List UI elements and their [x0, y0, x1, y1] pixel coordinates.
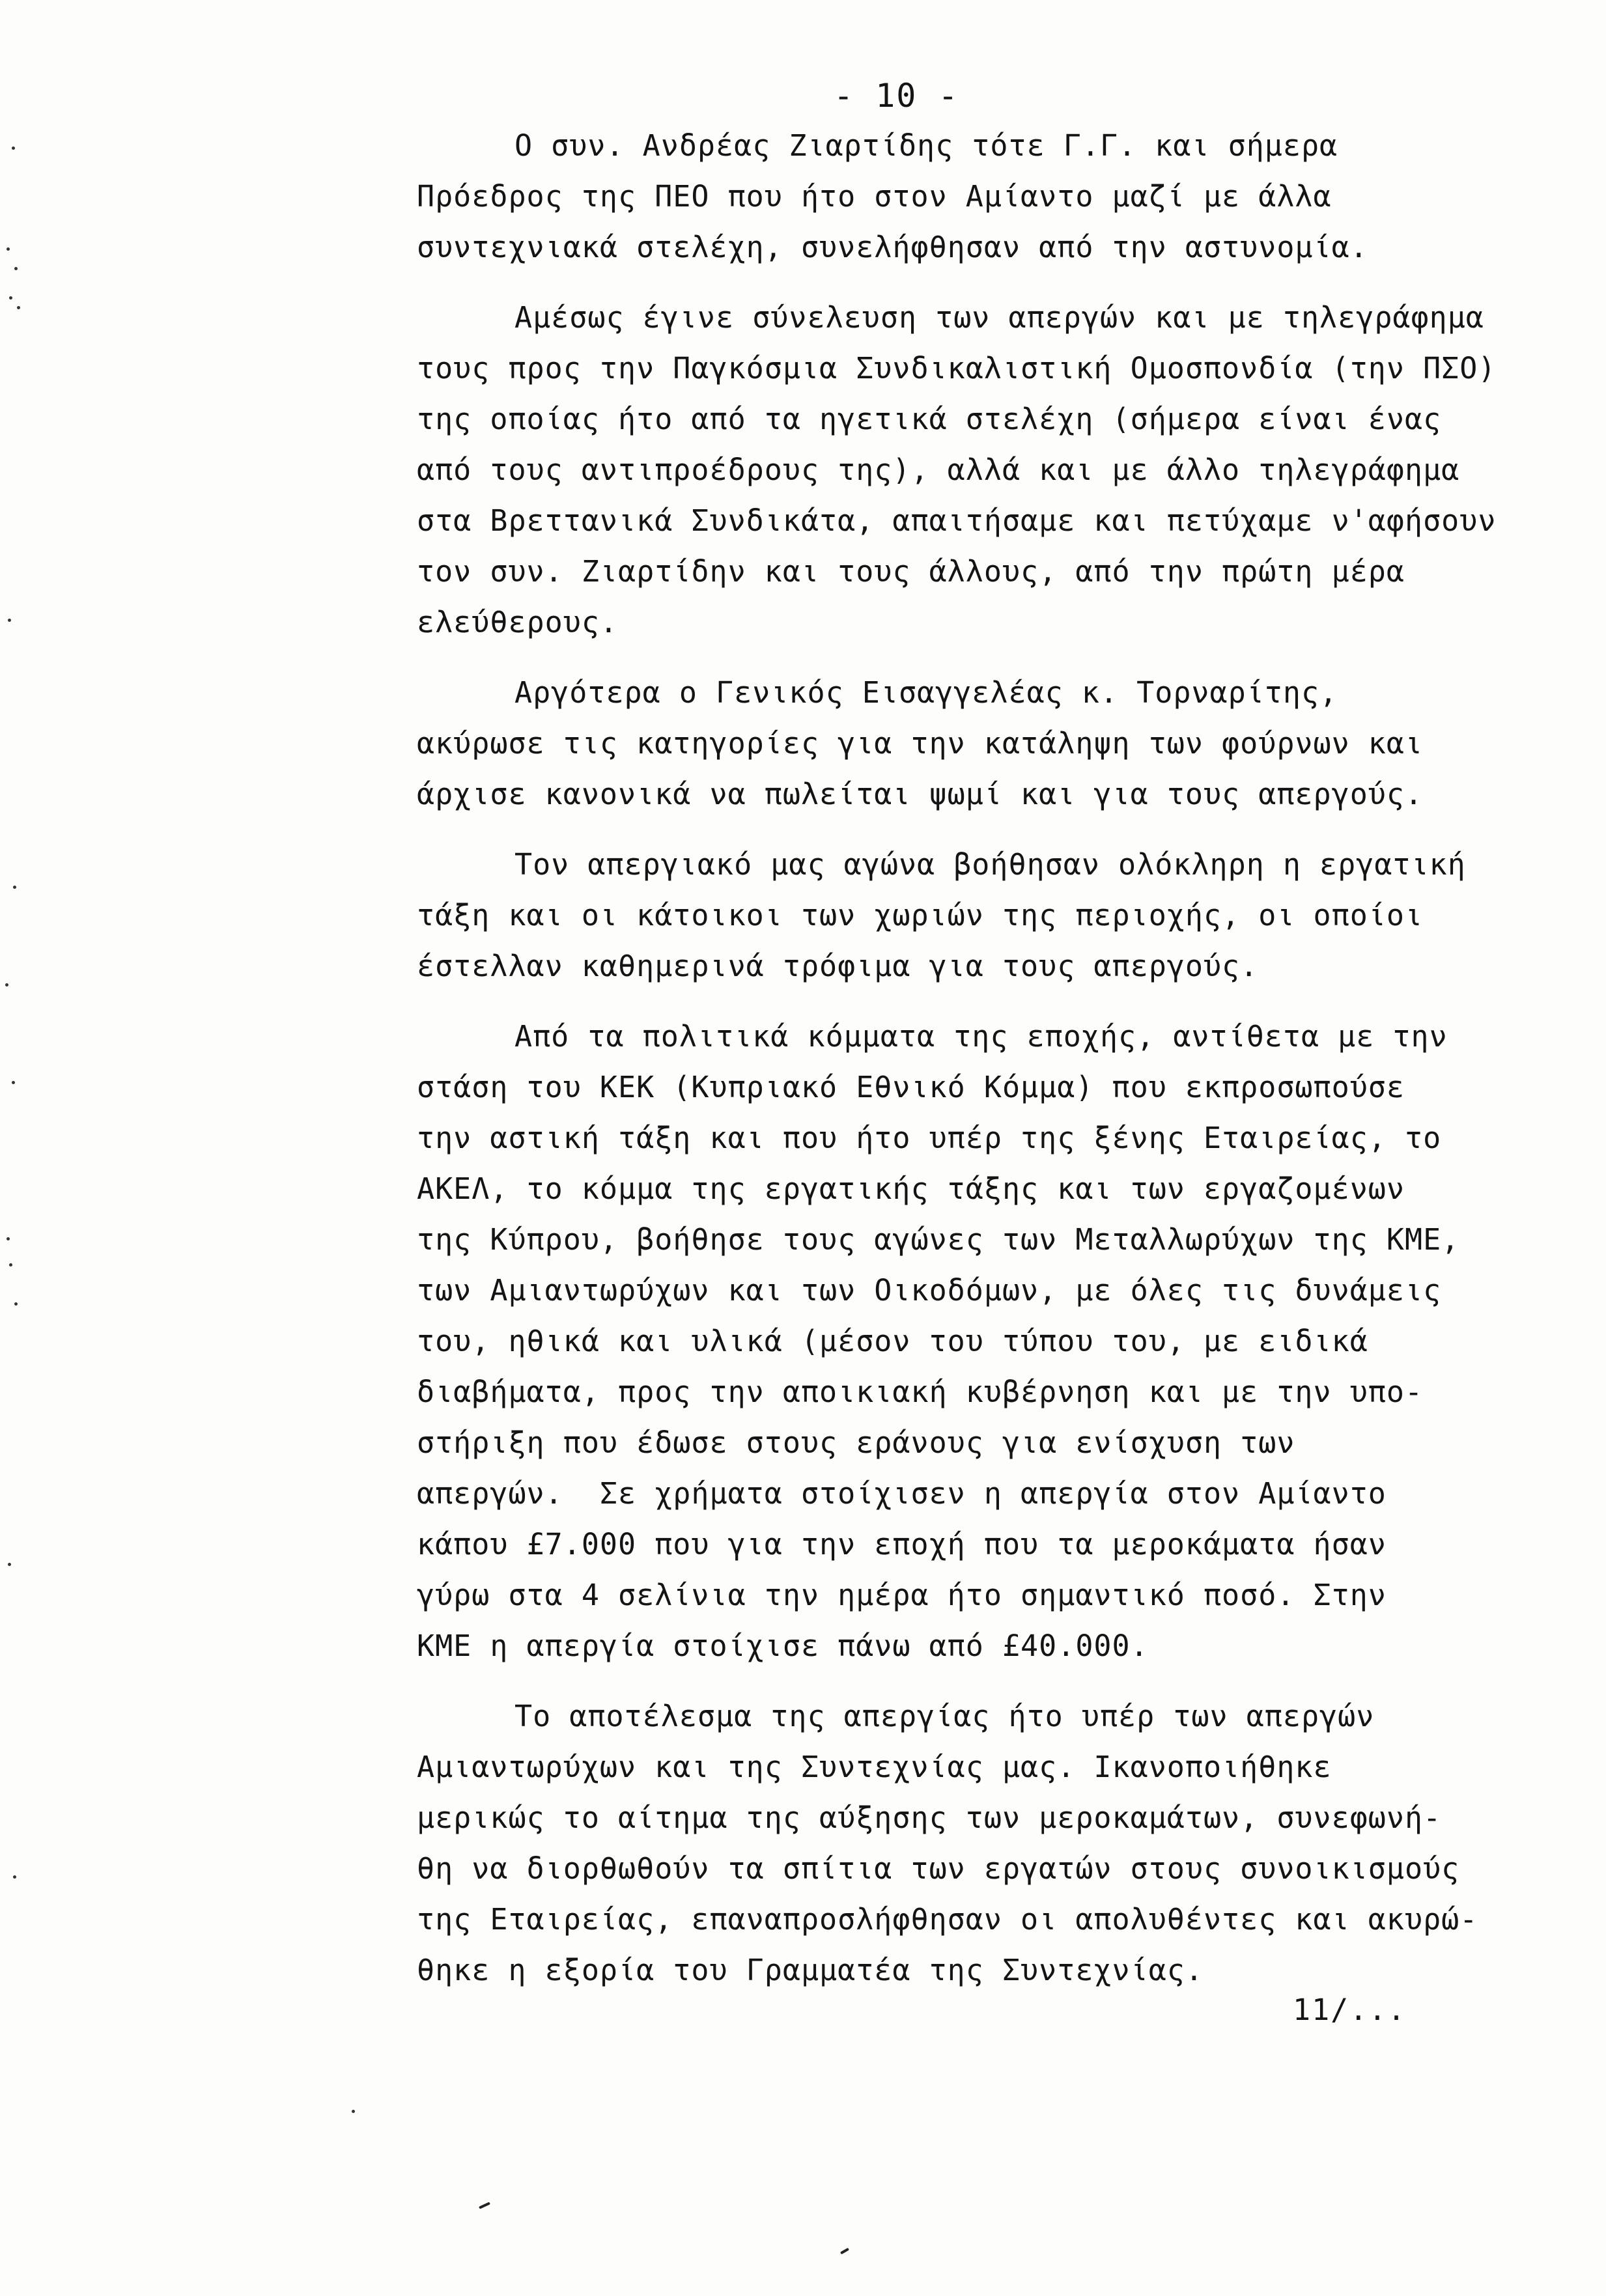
- scan-speck: [14, 267, 18, 270]
- scan-speck: [8, 1563, 11, 1566]
- paragraph: [417, 1011, 1563, 1672]
- text-line: την αστική τάξη και που ήτο υπέρ της ξένης Εταιρείας, το: [417, 1121, 1442, 1155]
- paragraph: [417, 120, 1563, 273]
- text-line: Ο συν. Ανδρέας Ζιαρτίδης τότε Γ.Γ. και σήμερα: [514, 128, 1338, 163]
- text-line: ελεύθερους.: [417, 605, 619, 639]
- scan-speck: [13, 886, 16, 889]
- text-line: μερικώς το αίτημα της αύξησης των μεροκαμάτων, συνεφωνή-: [417, 1800, 1442, 1835]
- scan-speck: [17, 306, 20, 309]
- text-line: Πρόεδρος της ΠΕΟ που ήτο στον Αμίαντο μαζί με άλλα: [417, 179, 1332, 214]
- scan-speck: [8, 619, 11, 622]
- continuation-marker: 11/...: [1293, 1993, 1407, 2027]
- paragraph: [417, 839, 1563, 992]
- text-line: κάπου £7.000 που για την εποχή που τα μεροκάματα ήσαν: [417, 1527, 1387, 1561]
- body-text: [417, 120, 1563, 2015]
- text-line: Από τα πολιτικά κόμματα της εποχής, αντίθετα με την: [514, 1019, 1448, 1054]
- text-line: από τους αντιπροέδρους της), αλλά και με άλλο τηλεγράφημα: [417, 453, 1460, 487]
- text-line: της Κύπρου, βοήθησε τους αγώνες των Μεταλλωρύχων της ΚΜΕ,: [417, 1222, 1460, 1257]
- text-line: στάση του ΚΕΚ (Κυπριακό Εθνικό Κόμμα) που εκπροσωπούσε: [417, 1070, 1405, 1104]
- text-line: συντεχνιακά στελέχη, συνελήφθησαν από την αστυνομία.: [417, 230, 1368, 264]
- page-number: - 10 -: [834, 77, 959, 115]
- scan-speck: [7, 1237, 10, 1240]
- text-line: των Αμιαντωρύχων και των Οικοδόμων, με όλες τις δυνάμεις: [417, 1273, 1442, 1308]
- text-line: ΑΚΕΛ, το κόμμα της εργατικής τάξης και των εργαζομένων: [417, 1171, 1405, 1206]
- text-line: τους προς την Παγκόσμια Συνδικαλιστική Ομοσπονδία (την ΠΣΟ): [417, 351, 1497, 385]
- scan-speck: [13, 1875, 16, 1879]
- text-line: έστελλαν καθημερινά τρόφιμα για τους απεργούς.: [417, 949, 1259, 983]
- scan-speck: [7, 247, 10, 251]
- paragraph: [417, 292, 1563, 648]
- scan-mark: [840, 2248, 849, 2254]
- text-line: Το αποτέλεσμα της απεργίας ήτο υπέρ των απεργών: [514, 1699, 1375, 1733]
- text-line: Αμέσως έγινε σύνελευση των απεργών και με τηλεγράφημα: [514, 300, 1484, 335]
- text-line: της οποίας ήτο από τα ηγετικά στελέχη (σήμερα είναι ένας: [417, 402, 1442, 436]
- text-line: διαβήματα, προς την αποικιακή κυβέρνηση και με την υπο-: [417, 1375, 1424, 1409]
- text-line: τάξη και οι κάτοικοι των χωριών της περιοχής, οι οποίοι: [417, 898, 1424, 932]
- text-line: Αργότερα ο Γενικός Εισαγγελέας κ. Τορναρίτης,: [514, 675, 1338, 710]
- text-line: του, ηθικά και υλικά (μέσον του τύπου του, με ειδικά: [417, 1324, 1368, 1358]
- scan-speck: [352, 2110, 355, 2113]
- scan-speck: [12, 147, 15, 150]
- text-line: απεργών. Σε χρήματα στοίχισεν η απεργία στον Αμίαντο: [417, 1476, 1387, 1511]
- scan-mark: [479, 2202, 490, 2209]
- text-line: Αμιαντωρύχων και της Συντεχνίας μας. Ικανοποιήθηκε: [417, 1750, 1332, 1784]
- text-line: τον συν. Ζιαρτίδην και τους άλλους, από την πρώτη μέρα: [417, 554, 1405, 589]
- scan-speck: [9, 1263, 12, 1267]
- scan-speck: [9, 296, 12, 300]
- scan-speck: [5, 983, 8, 987]
- text-line: στα Βρεττανικά Συνδικάτα, απαιτήσαμε και πετύχαμε ν'αφήσουν: [417, 503, 1497, 538]
- text-line: θηκε η εξορία του Γραμματέα της Συντεχνίας.: [417, 1953, 1204, 1987]
- text-line: της Εταιρείας, επαναπροσλήφθησαν οι απολυθέντες και ακυρώ-: [417, 1902, 1478, 1937]
- text-line: άρχισε κανονικά να πωλείται ψωμί και για τους απεργούς.: [417, 777, 1424, 811]
- scan-speck: [14, 1302, 18, 1306]
- text-line: ΚΜΕ η απεργία στοίχισε πάνω από £40.000.: [417, 1629, 1149, 1663]
- text-line: στήριξη που έδωσε στους εράνους για ενίσχυση των: [417, 1425, 1295, 1460]
- text-line: γύρω στα 4 σελίνια την ημέρα ήτο σημαντικό ποσό. Στην: [417, 1578, 1387, 1612]
- paragraph: [417, 667, 1563, 820]
- scan-speck: [12, 1081, 15, 1084]
- text-line: θη να διορθωθούν τα σπίτια των εργατών στους συνοικισμούς: [417, 1851, 1460, 1886]
- text-line: Τον απεργιακό μας αγώνα βοήθησαν ολόκληρη η εργατική: [514, 847, 1466, 882]
- text-line: ακύρωσε τις κατηγορίες για την κατάληψη των φούρνων και: [417, 726, 1424, 761]
- paragraph: [417, 1691, 1563, 1996]
